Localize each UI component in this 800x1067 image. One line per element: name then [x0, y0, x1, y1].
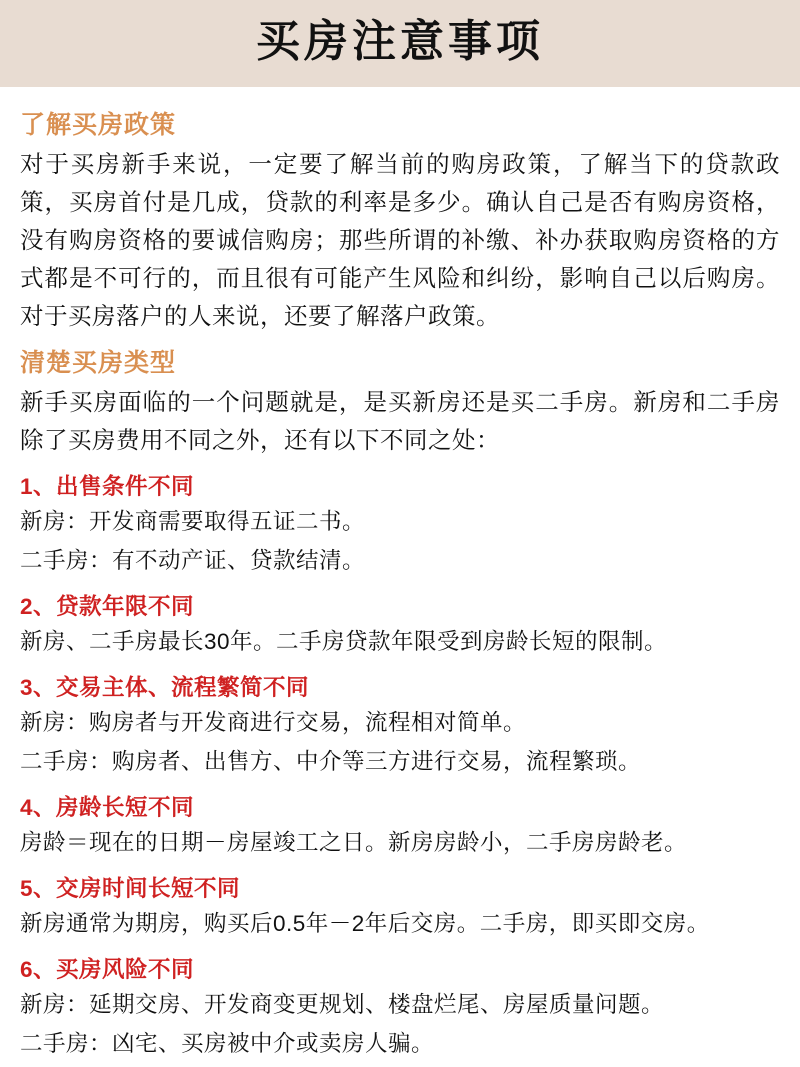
item-line: 二手房：购房者、出售方、中介等三方进行交易，流程繁琐。: [20, 749, 642, 775]
list-item: [20, 469, 780, 579]
item-title: 3、交易主体、流程繁简不同: [20, 675, 310, 701]
item-line: 二手房：凶宅、买房被中介或卖房人骗。: [20, 1031, 435, 1057]
section-heading: 了解买房政策: [20, 111, 177, 139]
item-title: 6、买房风险不同: [20, 957, 195, 983]
section-policy: [20, 105, 780, 335]
title-banner: [0, 0, 800, 87]
item-line: 房龄＝现在的日期－房屋竣工之日。新房房龄小，二手房房龄老。: [20, 830, 688, 856]
item-title: 4、房龄长短不同: [20, 795, 195, 821]
document-body: [0, 87, 800, 1062]
item-line: 新房：开发商需要取得五证二书。: [20, 509, 366, 535]
item-line: 新房通常为期房，购买后0.5年－2年后交房。二手房，即买即交房。: [20, 911, 710, 937]
section-paragraph: 对于买房新手来说，一定要了解当前的购房政策，了解当下的贷款政策，买房首付是几成，贷款的利率是多少。确认自己是否有购房资格，没有购房资格的要诚信购房；那些所谓的补缴、补办获取购房资格的方式都是不可行的，而且很有可能产生风险和纠纷，影响自己以后购房。对于买房落户的人来说，还要了解落户政策。: [20, 151, 780, 330]
section-heading: 清楚买房类型: [20, 349, 177, 378]
list-item: [20, 670, 780, 780]
list-item: [20, 589, 780, 660]
item-title: 5、交房时间长短不同: [20, 876, 241, 902]
item-line: 二手房：有不动产证、贷款结清。: [20, 548, 366, 574]
item-line: 新房：购房者与开发商进行交易，流程相对简单。: [20, 710, 527, 736]
section-paragraph: 新手买房面临的一个问题就是，是买新房还是买二手房。新房和二手房除了买房费用不同之外，还有以下不同之处：: [20, 389, 780, 454]
list-item: [20, 871, 780, 942]
list-item: [20, 952, 780, 1062]
item-title: 1、出售条件不同: [20, 474, 195, 500]
list-item: [20, 790, 780, 861]
page-title: 买房注意事项: [256, 17, 544, 66]
item-title: 2、贷款年限不同: [20, 594, 195, 620]
item-line: 新房、二手房最长30年。二手房贷款年限受到房龄长短的限制。: [20, 629, 668, 655]
section-house-type: [20, 343, 780, 1062]
item-line: 新房：延期交房、开发商变更规划、楼盘烂尾、房屋质量问题。: [20, 992, 665, 1018]
